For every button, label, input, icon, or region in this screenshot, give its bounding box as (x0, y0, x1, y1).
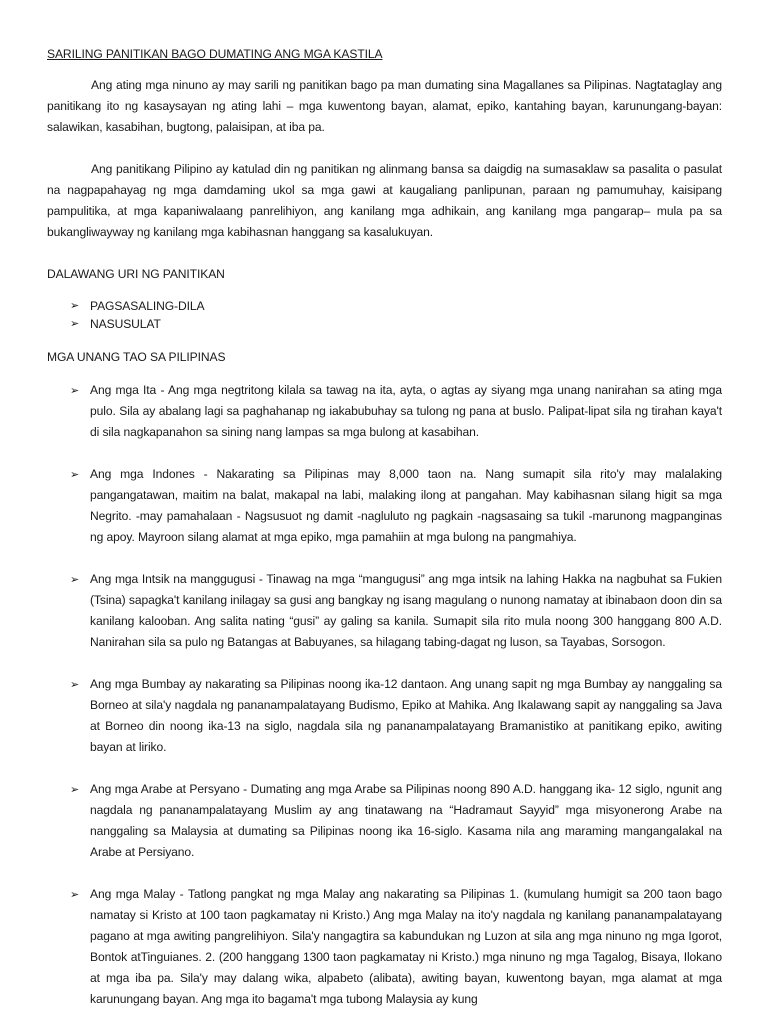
people-list (47, 380, 722, 1010)
intro-paragraph-2: Ang panitikang Pilipino ay katulad din ng panitikan ng alinmang bansa sa daigdig na sumasaklaw sa pasalita o pasulat na nagpapahayag ng mga damdaming ukol sa mga gawi at kaugaliang panlipunan, paraan ng pamumuhay, kaisipang pampulitika, at mga kapaniwalaang panrelihiyon, ang kanilang mga adhikain, ang kanilang mga pangarap– mula pa sa bukangliwayway ng kanilang mga kabihasnan hanggang sa kasalukuyan. (47, 162, 722, 239)
intro-paragraph-1: Ang ating mga ninuno ay may sarili ng panitikan bago pa man dumating sina Magallanes sa Pilipinas. Nagtataglay ang panitikang ito ng kasaysayan ng ating lahi – mga kuwentong bayan, alamat, epiko, kantahing bayan, karunungang-bayan: salawikan, kasabihan, bugtong, palaisipan, at iba pa. (47, 78, 722, 134)
arrowhead-bullet-icon: ➢ (70, 678, 80, 691)
people-heading: MGA UNANG TAO SA PILIPINAS (47, 350, 226, 364)
people-entry-arabe: Ang mga Arabe at Persyano - Dumating ang mga Arabe sa Pilipinas noong 890 A.D. hanggang ika- 12 siglo, ngunit ang nagdala ng pananampalatayang Muslim ay ang tinatawang na “Hadramaut Sayyid” mga misyonerong Arabe na nanggaling sa Malaysia at dumating sa Pilipinas noong ika 16-siglo. Kasama nila ang maraming mangangalakal na Arabe at Persiyano. (90, 782, 722, 859)
document-title: SARILING PANITIKAN BAGO DUMATING ANG MGA KASTILA (47, 47, 383, 61)
people-entry-indones: Ang mga Indones - Nakarating sa Pilipinas may 8,000 taon na. Nang sumapit sila rito'y may malalaking pangangatawan, maitim na balat, makapal na labi, malaking ilong at pangahan. May kabihasnan silang higit sa mga Negrito. -may pamahalaan - Nagsusuot ng damit -nagluluto ng pagkain -nagsasaing sa tukil -marunong magpanginas ng apoy. Mayroon silang alamat at mga epiko, mga pamahiin at mga bulong na pangmahiya. (90, 467, 722, 544)
types-list (47, 297, 722, 333)
list-item (47, 884, 722, 1010)
arrowhead-bullet-icon: ➢ (70, 783, 80, 796)
arrowhead-bullet-icon: ➢ (70, 384, 80, 397)
people-entry-malay: Ang mga Malay - Tatlong pangkat ng mga Malay ang nakarating sa Pilipinas 1. (kumulang humigit sa 200 taon bago namatay si Kristo at 100 taon pagkamatay ni Kristo.) Ang mga Malay na ito'y nagdala ng kanilang pananampalatayang pagano at mga awiting pangrelihiyon. Sila'y nangagtira sa kabundukan ng Luzon at sila ang mga ninuno ng mga Igorot, Bontok atTinguianes. 2. (200 hanggang 1300 taon pagkamatay ni Kristo.) mga ninuno ng mga Tagalog, Bisaya, Ilokano at mga iba pa. Sila'y may dalang wika, alpabeto (alibata), awiting bayan, kuwentong bayan, mga alamat at mga karunungang bayan. Ang mga ito bagama't mga tubong Malaysia ay kung (90, 887, 722, 1006)
document-page (47, 44, 722, 1031)
list-item (47, 464, 722, 548)
list-item (47, 380, 722, 443)
types-heading: DALAWANG URI NG PANITIKAN (47, 267, 225, 281)
list-item (47, 569, 722, 653)
type-label: NASUSULAT (90, 317, 161, 331)
list-item (47, 315, 722, 333)
people-entry-ita: Ang mga Ita - Ang mga negtritong kilala sa tawag na ita, ayta, o agtas ay siyang mga unang nanirahan sa ating mga pulo. Sila ay abalang lagi sa paghahanap ng iakabubuhay sa tulong ng pana at buslo. Palipat-lipat sila ng tirahan kaya't di sila nagkapanahon sa sining nang lampas sa mga bulong at kasabihan. (90, 383, 722, 439)
list-item (47, 297, 722, 315)
list-item (47, 779, 722, 863)
type-label: PAGSASALING-DILA (90, 299, 205, 313)
arrowhead-bullet-icon: ➢ (70, 317, 80, 330)
arrowhead-bullet-icon: ➢ (70, 573, 80, 586)
people-entry-bumbay: Ang mga Bumbay ay nakarating sa Pilipinas noong ika-12 dantaon. Ang unang sapit ng mga Bumbay ay nanggaling sa Borneo at sila'y nagdala ng pananampalatayang Budismo, Epiko at Mahika. Ang Ikalawang sapit ay nanggaling sa Java at Borneo din noong ika-13 na siglo, nagdala sila ng pananampalatayang Bramanistiko at panitikang epiko, awiting bayan at liriko. (90, 677, 722, 754)
people-entry-intsik: Ang mga Intsik na manggugusi - Tinawag na mga “mangugusi” ang mga intsik na lahing Hakka na nagbuhat sa Fukien (Tsina) sapagka't kanilang inilagay sa gusi ang bangkay ng isang magulang o nunong namatay at ibinabaon doon din sa kanilang kalooban. Ang salita nating “gusi” ay galing sa kanila. Sumapit sila rito mula noong 300 hanggang 800 A.D. Nanirahan sila sa pulo ng Batangas at Babuyanes, sa hilagang tabing-dagat ng luson, sa Tayabas, Sorsogon. (90, 572, 722, 649)
arrowhead-bullet-icon: ➢ (70, 468, 80, 481)
arrowhead-bullet-icon: ➢ (70, 299, 80, 312)
list-item (47, 674, 722, 758)
arrowhead-bullet-icon: ➢ (70, 888, 80, 901)
